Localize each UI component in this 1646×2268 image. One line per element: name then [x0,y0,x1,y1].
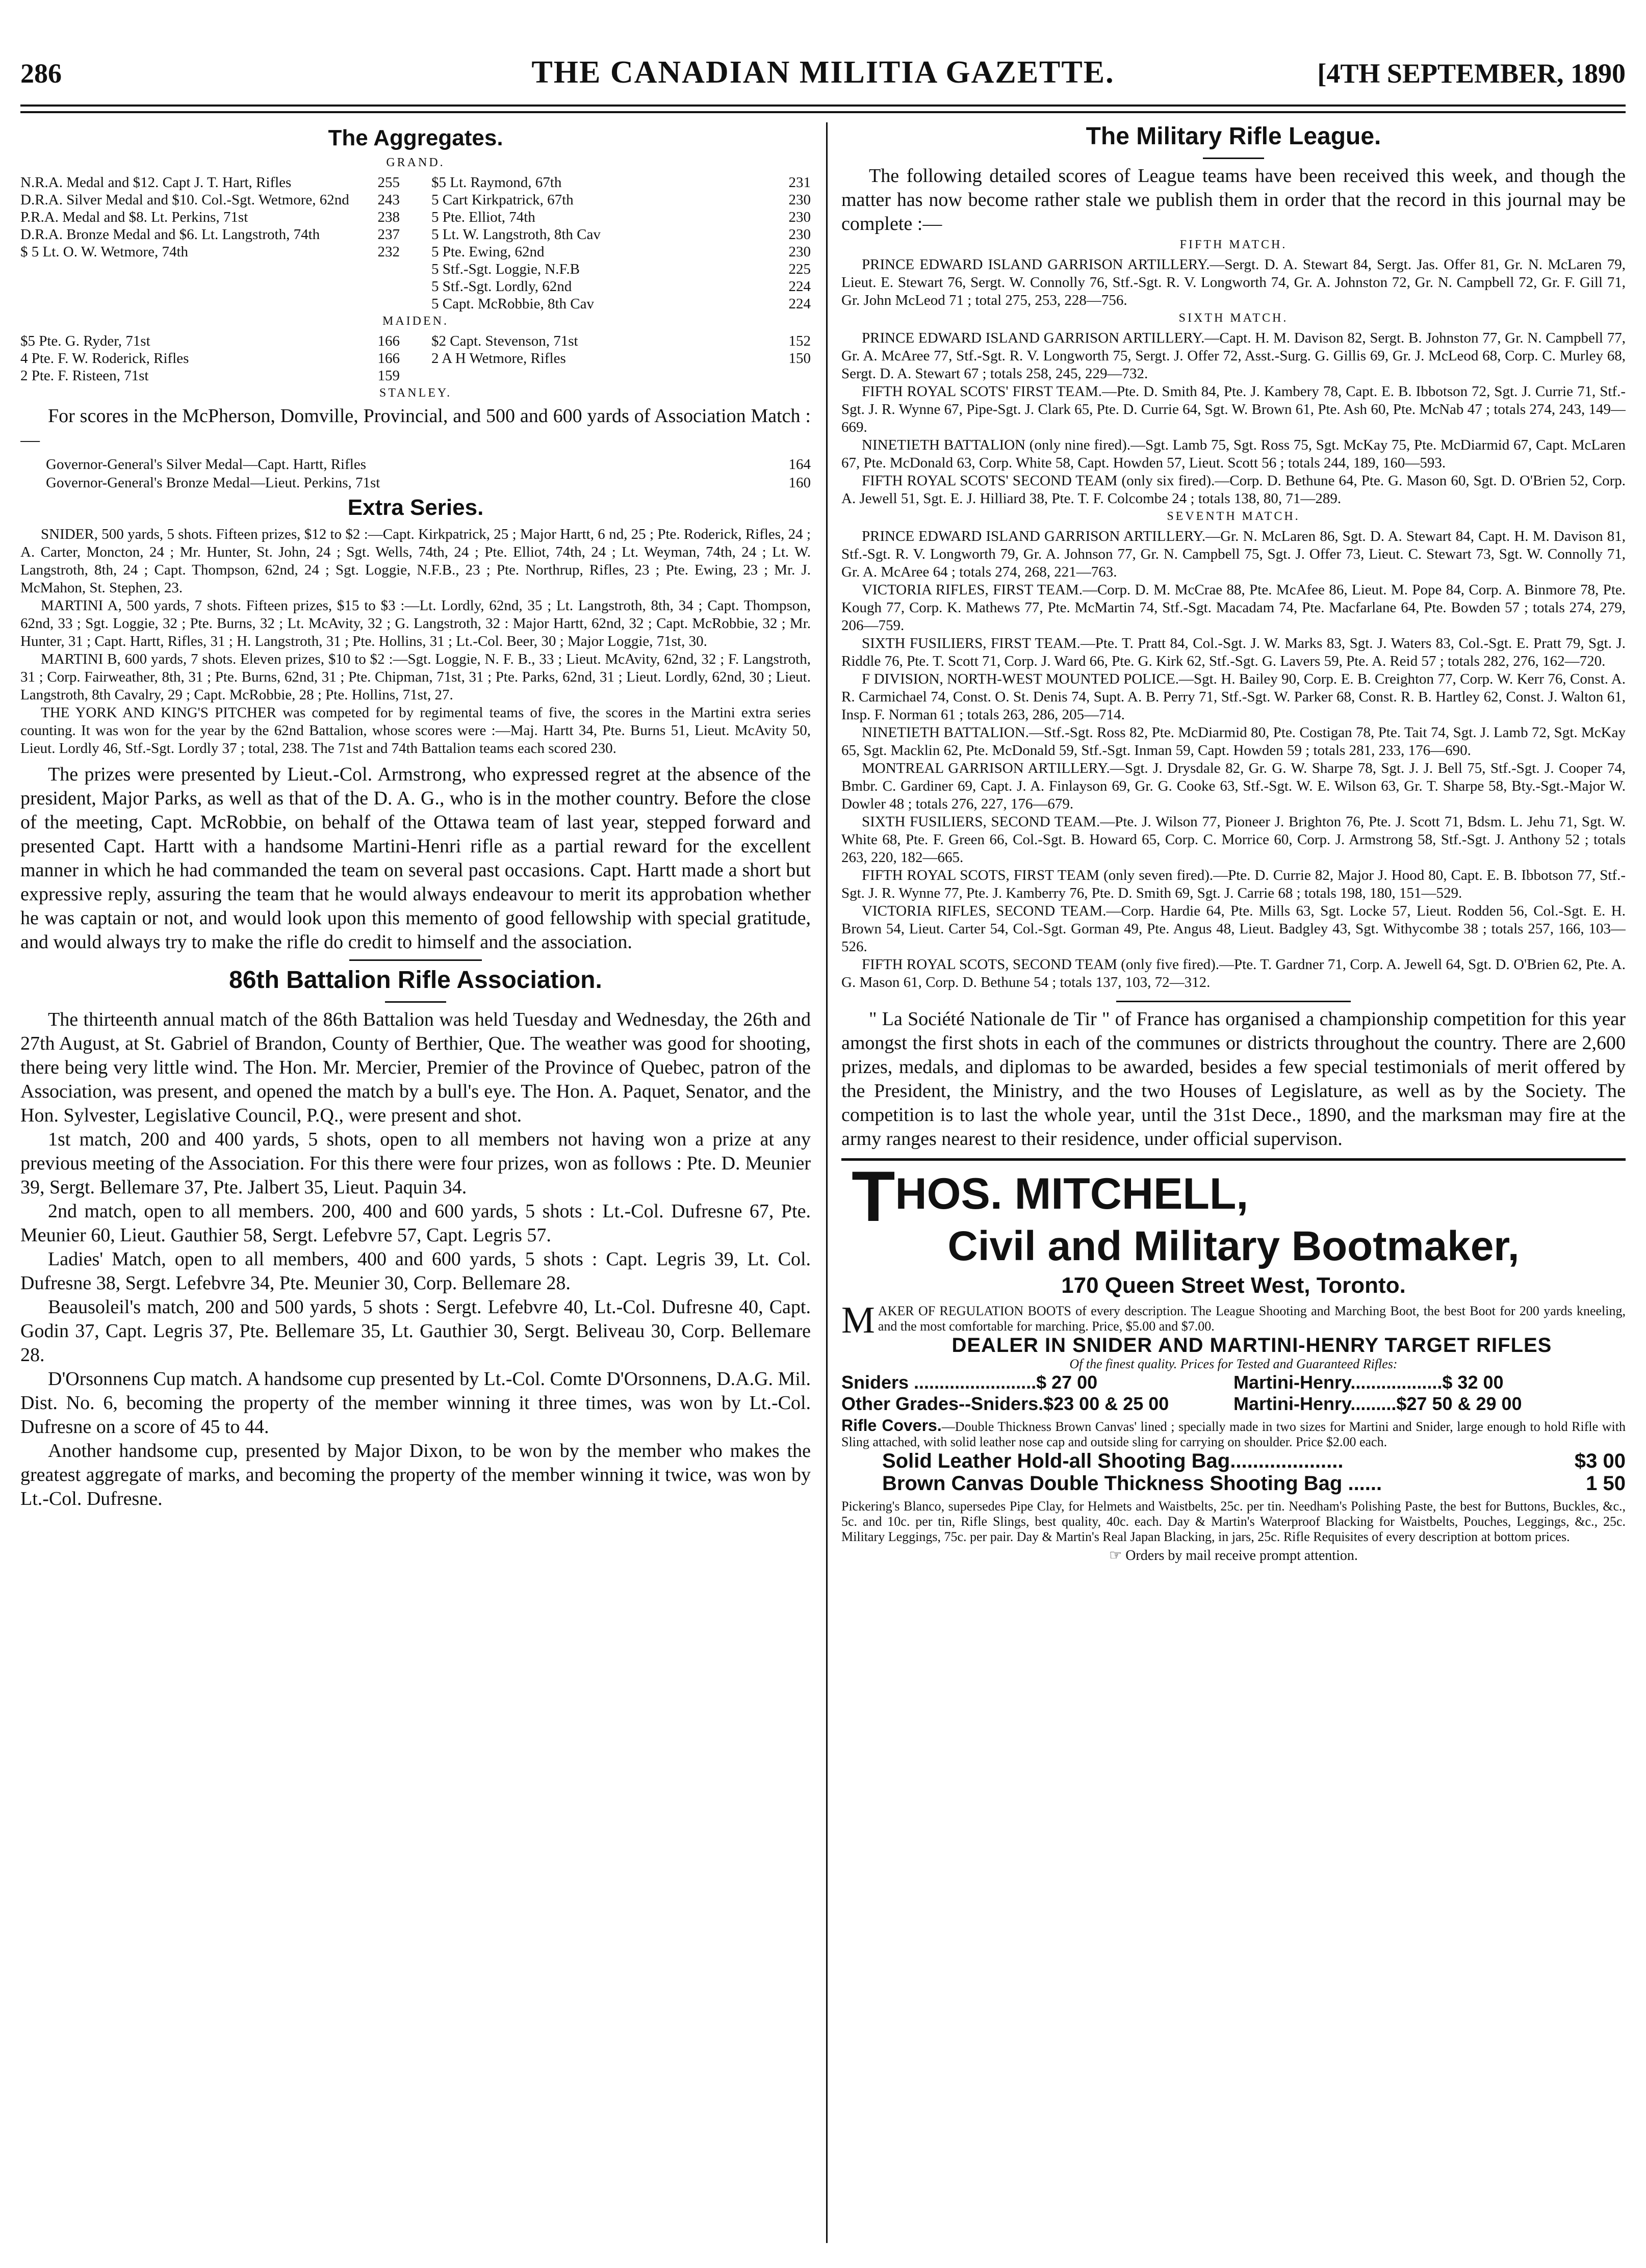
entry-name: $5 Pte. G. Ryder, 71st [20,333,150,349]
left-column [20,122,811,2253]
entry-name: D.R.A. Bronze Medal and $6. Lt. Langstroth, 74th [20,226,320,243]
seventh-match-label: SEVENTH MATCH. [1167,510,1300,523]
ad-bag-row [882,1450,1626,1472]
entry-score: 224 [788,278,811,295]
maiden-row [20,367,400,384]
grand-row [431,174,811,191]
battalion-86-paragraph: 1st match, 200 and 400 yards, 5 shots, open to all members not having won a prize at any previous meeting of the Association. For this there were four prizes, won as follows : Pte. D. Meunier 39, Sergt. Bellemare 37, Pte. Jalbert 35, Lieut. Paquin 34. [20,1129,811,1198]
ad-price-left: Other Grades--Sniders.$23 00 & 25 00 [841,1393,1169,1414]
page-number: 286 [20,58,62,89]
entry-score: 230 [788,192,811,208]
battalion-86-paragraph: Another handsome cup, presented by Major Dixon, to be won by the member who makes the greatest aggregate of marks, and becoming the property of the member winning it twice, was won by Lt.-Col. Dufresne. [20,1440,811,1509]
battalion-86-paragraph: The thirteenth annual match of the 86th Battalion was held Tuesday and Wednesday, the 26th and 27th August, at St. Gabriel of Brandon, County of Berthier, Que. The weather was good for shooting, there being very little wind. The Hon. Mr. Mercier, Premier of the Province of Quebec, patron of the Association, was present, and opened the match by a bull's eye. The Hon. A. Paquet, Senator, and the Hon. Sylvester, Legislative Council, P.Q., were present and shot. [20,1009,811,1126]
stanley-text: For scores in the McPherson, Domville, Provincial, and 500 and 600 yards of Association Match :— [20,405,811,451]
maiden-label: MAIDEN. [382,315,449,328]
team-score-paragraph: PRINCE EDWARD ISLAND GARRISON ARTILLERY.—Capt. H. M. Davison 82, Sergt. B. Johnston 77, Gr. N. Campbell 77, Gr. A. McAree 77, Stf.-Sgt. R. V. Longworth 75, Sergt. J. Offer 72, Asst.-Surg. G. Gillis 69, Gr. J. McLeod 68, Corp. C. Murley 68, Sergt. D. A. Stewart 67 ; totals 258, 245, 229—732. [841,330,1626,382]
entry-score: 238 [377,209,400,225]
entry-name: 2 Pte. F. Risteen, 71st [20,368,149,384]
ad-rifle-covers [841,1418,1626,1450]
ad-price-left: Sniders ........................$ 27 00 [841,1372,1098,1393]
publication-title: THE CANADIAN MILITIA GAZETTE. [531,55,1115,90]
grand-row [20,174,400,191]
team-score-paragraph: PRINCE EDWARD ISLAND GARRISON ARTILLERY.—Sergt. D. A. Stewart 84, Sergt. Jas. Offer 81, Gr. N. McLaren 79, Lieut. E. Stewart 76, Sergt. W. Connolly 76, Stf.-Sgt. R. V. Longworth 74, Gr. A. Johnston 72, Gr. N. Campbell 72, Gr. F. Gill 71, Gr. John McLeod 71 ; total 275, 253, 228—756. [841,256,1626,308]
grand-row [431,260,811,278]
battalion-86-heading: 86th Battalion Rifle Association. [229,967,602,994]
ad-price-row [841,1393,1626,1415]
section-divider [1116,1001,1351,1002]
team-score-paragraph: FIFTH ROYAL SCOTS, SECOND TEAM (only five fired).—Pte. T. Gardner 71, Corp. A. Jewell 64, Sgt. D. O'Brien 62, Pte. A. G. Mason 61, Corp. D. Bethune 54 ; totals 137, 103, 72—312. [841,956,1626,990]
prizes-paragraph: The prizes were presented by Lieut.-Col. Armstrong, who expressed regret at the absence of the president, Major Parks, as well as that of the D. A. G., who is in the mother country. Before the close of the meeting, Capt. McRobbie, on behalf of the Ottawa team of last year, stepped forward and presented Capt. Hartt with a handsome Martini-Henri rifle as a partial reward for the excellent manner in which he had commanded the team on several past occasions. Capt. Hartt made a short but expressive reply, assuring the team that he would always endeavour to merit its approbation whether he was captain or not, and would look upon this memento of good fellowship with special gratitude, and would always try to make the rifle do credit to himself and the association. [20,764,811,953]
extra-series-heading: Extra Series. [347,495,484,520]
battalion-86-paragraph: Beausoleil's match, 200 and 500 yards, 5 shots : Sergt. Lefebvre 40, Lt.-Col. Dufresne 40, Capt. Godin 37, Capt. Legris 37, Pte. Bellemare 35, Lt. Gauthier 30, Sergt. Beliveau 30, Corp. Bellemare 28. [20,1296,811,1366]
ad-maker-initial: M [841,1299,875,1341]
maiden-table [20,332,811,384]
fifth-match-scores [841,256,1626,309]
ad-quality-note: Of the finest quality. Prices for Tested and Guaranteed Rifles: [1069,1357,1398,1371]
maiden-row [431,332,811,350]
entry-score: 166 [377,333,400,349]
ad-price-right: Martini-Henry.........$27 50 & 29 00 [1233,1393,1522,1414]
entry-name: 2 A H Wetmore, Rifles [431,350,566,367]
ad-maker-body: AKER OF REGULATION BOOTS of every description. The League Shooting and Marching Boot, the best Boot for 200 yards kneeling, and the most comfortable for marching. Price, $5.00 and $7.00. [878,1304,1626,1334]
extra-series-paragraph: MARTINI B, 600 yards, 7 shots. Eleven prizes, $10 to $2 :—Sgt. Loggie, N. F. B., 33 ; Lieut. McAvity, 62nd, 32 ; F. Langstroth, 31 ; Corp. Fairweather, 8th, 31 ; Pte. Burns, 62nd, 31 ; Pte. Chipman, 71st, 31 ; Pte. Parks, 62nd, 31 ; Lieut. Lordly, 62nd, 30 ; Lieut. Langstroth, 8th Cavalry, 29 ; Capt. McRobbie, 28 ; Pte. Hollins, 71st, 27. [20,651,811,703]
grand-label: GRAND. [386,156,445,169]
ad-bag-name: Brown Canvas Double Thickness Shooting Bag ...... [882,1472,1382,1495]
ad-title-rest: HOS. MITCHELL, [895,1169,1249,1218]
team-score-paragraph: FIFTH ROYAL SCOTS, FIRST TEAM (only seven fired).—Pte. D. Currie 82, Major J. Hood 80, Capt. E. B. Ibbotson 77, Stf.-Sgt. J. R. Wynne 77, Pte. J. Kamberry 76, Pte. D. Smith 69, Sgt. J. Carrie 68 ; totals 198, 180, 151—529. [841,867,1626,901]
entry-name: $ 5 Lt. O. W. Wetmore, 74th [20,244,188,260]
team-score-paragraph: VICTORIA RIFLES, SECOND TEAM.—Corp. Hardie 64, Pte. Mills 63, Sgt. Locke 57, Lieut. Rodden 56, Col.-Sgt. E. H. Brown 54, Lieut. Carter 54, Col.-Sgt. Gorman 49, Pte. Angus 48, Lieut. Badgley 43, Sgt. Withycombe 38 ; totals 257, 166, 103—526. [841,903,1626,955]
grand-row [20,191,400,208]
stanley-label: STANLEY. [379,386,452,400]
extra-series-paragraph: THE YORK AND KING'S PITCHER was competed for by regimental teams of five, the scores in the Martini extra series counting. It was won for the year by the 62nd Battalion, whose scores were :—Maj. Hartt 34, Pte. Burns 51, Lieut. McAvity 50, Lieut. Lordly 46, Stf.-Sgt. Lordly 37 ; total, 238. The 71st and 74th Battalion teams each scored 230. [20,705,811,757]
ad-rifle-covers-text: —Double Thickness Brown Canvas' lined ; specially made in two sizes for Martini and Snider, large enough to hold Rifle with Sling attached, with solid leather nose cap and outside sling for carrying on shoulder. Price $2.00 each. [841,1419,1626,1449]
right-column [841,122,1626,2253]
ad-bag-price: $3 00 [1574,1450,1626,1472]
entry-name: P.R.A. Medal and $8. Lt. Perkins, 71st [20,209,248,225]
battalion-86-body [20,1008,811,1511]
entry-score: 230 [788,226,811,243]
governor-general-medals [46,455,811,492]
maiden-row [20,332,400,350]
ad-maker-text [841,1299,1626,1341]
maiden-row [431,350,811,367]
grand-row [431,295,811,312]
battalion-86-paragraph: Ladies' Match, open to all members, 400 and 600 yards, 5 shots : Capt. Legris 39, Lt. Col. Dufresne 38, Sergt. Lefebvre 34, Pte. Meunier 30, Corp. Bellemare 28. [20,1248,811,1294]
seventh-match-scores [841,528,1626,992]
team-score-paragraph: FIFTH ROYAL SCOTS' FIRST TEAM.—Pte. D. Smith 84, Pte. J. Kambery 78, Capt. E. B. Ibbotson 72, Sgt. J. Currie 71, Stf.-Sgt. J. R. Wynne 67, Pipe-Sgt. J. Clark 65, Pte. D. Currie 64, Sgt. W. Brown 61, Pte. Ash 60, Pte. McNab 47 ; totals 274, 243, 149—669. [841,383,1626,435]
masthead-rule-bottom [20,111,1626,113]
entry-score: 237 [377,226,400,243]
league-heading: The Military Rifle League. [1086,123,1381,150]
ad-price-right: Martini-Henry..................$ 32 00 [1233,1372,1504,1393]
team-score-paragraph: PRINCE EDWARD ISLAND GARRISON ARTILLERY.—Gr. N. McLaren 86, Sgt. D. A. Stewart 84, Capt. H. M. Davison 81, Stf.-Sgt. R. V. Longworth 79, Gr. A. Johnson 77, Gr. N. Campbell 75, Sgt. J. Offer 73, Lieut. C. Stewart 73, Sgt. W. Connolly 71, Gr. A. McAree 64 ; totals 274, 268, 221—763. [841,528,1626,580]
ad-price-row [841,1372,1626,1393]
grand-row [431,278,811,295]
entry-name: 5 Pte. Ewing, 62nd [431,244,545,260]
entry-name: 5 Pte. Elliot, 74th [431,209,535,225]
entry-name: N.R.A. Medal and $12. Capt J. T. Hart, Rifles [20,174,292,191]
masthead [20,48,1626,105]
entry-name: 4 Pte. F. W. Roderick, Rifles [20,350,189,367]
entry-score: 230 [788,209,811,225]
entry-name: 5 Lt. W. Langstroth, 8th Cav [431,226,601,243]
entry-name: 5 Stf.-Sgt. Lordly, 62nd [431,278,572,295]
mitchell-advertisement [841,1158,1626,1564]
entry-name: 5 Cart Kirkpatrick, 67th [431,192,574,208]
entry-score: 150 [788,350,811,367]
league-intro: The following detailed scores of League teams have been received this week, and though the matter has now become rather stale we publish them in order that the record in this journal may be complete :— [841,165,1626,234]
grand-row [431,243,811,260]
team-score-paragraph: SIXTH FUSILIERS, SECOND TEAM.—Pte. J. Wilson 77, Pioneer J. Brighton 76, Pte. J. Scott 71, Bdsm. L. Jehu 71, Sgt. W. White 68, Pte. F. Green 66, Col.-Sgt. B. Howard 65, Corp. C. Morrice 60, Corp. J. Armstrong 58, Stf.-Sgt. J. Anthony 52 ; totals 263, 220, 182—665. [841,814,1626,866]
entry-score: 225 [788,261,811,277]
team-score-paragraph: NINETIETH BATTALION.—Stf.-Sgt. Ross 82, Pte. McDiarmid 80, Pte. Costigan 78, Pte. Tait 74, Sgt. J. Lamb 72, Sgt. McKay 65, Sgt. Macklin 62, Pte. McDonald 59, Stf.-Sgt. Inman 59, Capt. Howden 59 ; totals 281, 233, 176—690. [841,724,1626,759]
heading-underline [1203,158,1264,159]
ad-dealer-line: DEALER IN SNIDER AND MARTINI-HENRY TARGET RIFLES [951,1334,1552,1357]
grand-row [20,208,400,226]
entry-score: 166 [377,350,400,367]
medal-row [46,474,811,492]
sixth-match-scores [841,329,1626,508]
entry-name: 5 Capt. McRobbie, 8th Cav [431,296,594,312]
column-separator [826,122,828,2243]
entry-score: 159 [377,368,400,384]
ad-orders-line: ☞ Orders by mail receive prompt attention. [1109,1548,1358,1563]
entry-score: 243 [377,192,400,208]
ad-rifle-covers-label: Rifle Covers. [841,1416,942,1435]
maiden-right-list [431,332,811,384]
ad-title [852,1156,1626,1236]
section-divider [349,959,482,961]
ad-bag-name: Solid Leather Hold-all Shooting Bag.................... [882,1450,1344,1472]
grand-row [431,226,811,243]
entry-name: $2 Capt. Stevenson, 71st [431,333,578,349]
masthead-rule-top [20,105,1626,107]
fifth-match-label: FIFTH MATCH. [1179,238,1288,251]
team-score-paragraph: VICTORIA RIFLES, FIRST TEAM.—Corp. D. M. McCrae 88, Pte. McAfee 86, Lieut. M. Pope 84, Corp. A. Binmore 78, Pte. Kough 77, Corp. K. Mathews 77, Pte. McMartin 74, Stf.-Sgt. Macadam 74, Pte. Macfarlane 64, Pte. Bowden 57 ; totals 274, 279, 206—759. [841,582,1626,634]
ad-bag-row [882,1472,1626,1495]
maiden-row [20,350,400,367]
ad-bag-list [841,1450,1626,1495]
entry-score: 255 [377,174,400,191]
entry-name: D.R.A. Silver Medal and $10. Col.-Sgt. Wetmore, 62nd [20,192,349,208]
entry-score: 231 [788,174,811,191]
team-score-paragraph: FIFTH ROYAL SCOTS' SECOND TEAM (only six fired).—Corp. D. Bethune 64, Pte. G. Mason 60, Sgt. D. O'Brien 52, Corp. A. Jewell 51, Sgt. E. J. Hilliard 38, Pte. T. F. Colcombe 24 ; totals 138, 80, 71—289. [841,473,1626,507]
ad-title-initial: T [852,1156,895,1236]
societe-paragraph: " La Société Nationale de Tir " of France has organised a championship competition for this year amongst the first shots in each of the communes or districts throughout the country. There are 2,600 prizes, medals, and diplomas to be awarded, besides a few special testimonials of merit offered by the President, the Ministry, and the two Houses of Legislature, as well as by the Society. The competition is to last the whole year, until the 31st Dece., 1890, and the marksman may fire at the army ranges nearest to their residence, under official supervison. [841,1008,1626,1150]
battalion-86-paragraph: D'Orsonnens Cup match. A handsome cup presented by Lt.-Col. Comte D'Orsonnens, D.A.G. Mil. Dist. No. 6, becoming the property of the member winning it three times, was won by Lt.-Col. Dufresne on a score of 45 to 44. [20,1368,811,1438]
ad-footer-text: Pickering's Blanco, supersedes Pipe Clay, for Helmets and Waistbelts, 25c. per tin. Needham's Polishing Paste, the best for Buttons, Buckles, &c., 5c. and 10c. per tin, Rifle Slings, best quality, 40c. each. Day & Martin's Waterproof Blacking for Waistbelts, Pouches, Leggings, &c., 25c. Military Leggings, 75c. per pair. Day & Martin's Real Japan Blacking, in jars, 25c. Rifle Requisites of every description at bottom prices. [841,1499,1626,1544]
grand-right-list [431,174,811,312]
entry-score: 164 [788,456,811,473]
grand-left-list [20,174,400,312]
grand-row [20,243,400,260]
aggregates-heading: The Aggregates. [328,125,503,150]
team-score-paragraph: F DIVISION, NORTH-WEST MOUNTED POLICE.—Sgt. H. Bailey 90, Corp. E. B. Creighton 77, Corp. W. Kerr 76, Const. A. R. Carmichael 74, Const. O. St. Denis 74, Supt. A. B. Perry 71, Stf.-Sgt. W. Parker 68, Const. R. B. Hartley 62, Const. J. Walton 61, Insp. F. Norman 61 ; totals 263, 286, 205—714. [841,671,1626,723]
entry-score: 152 [788,333,811,349]
issue-date: [4TH SEPTEMBER, 1890 [1317,58,1626,89]
entry-name: Governor-General's Silver Medal—Capt. Hartt, Rifles [46,456,366,473]
ad-subtitle: Civil and Military Bootmaker, [947,1223,1520,1269]
extra-series-body [20,526,811,758]
extra-series-paragraph: SNIDER, 500 yards, 5 shots. Fifteen prizes, $12 to $2 :—Capt. Kirkpatrick, 25 ; Major Hartt, 6 nd, 25 ; Pte. Roderick, Rifles, 24 ; A. Carter, Moncton, 24 ; Mr. Hunter, St. John, 24 ; Sgt. Wells, 74th, 24 ; Pte. Elliot, 74th, 24 ; Lt. Weyman, 74th, 24 ; Lt. W. Langstroth, 8th, 24 ; Capt. Thompson, 62nd, 24 ; Sgt. Loggie, N.F.B., 23 ; Pte. Northrup, Rifles, 23 ; Pte. Ewing, 23 ; Mr. J. McMahon, St. Stephen, 23. [20,526,811,596]
medal-row [46,455,811,474]
ad-bag-price: 1 50 [1586,1472,1626,1495]
ad-price-list [841,1372,1626,1415]
battalion-86-paragraph: 2nd match, open to all members. 200, 400 and 600 yards, 5 shots : Lt.-Col. Dufresne 67, Pte. Meunier 60, Lieut. Gauthier 58, Sergt. Lefebvre 57, Capt. Legris 57. [20,1201,811,1246]
entry-score: 160 [788,475,811,491]
entry-name: $5 Lt. Raymond, 67th [431,174,562,191]
grand-table [20,174,811,312]
grand-row [431,191,811,208]
entry-score: 224 [788,296,811,312]
entry-score: 232 [377,244,400,260]
heading-underline [385,1001,446,1003]
team-score-paragraph: SIXTH FUSILIERS, FIRST TEAM.—Pte. T. Pratt 84, Col.-Sgt. J. W. Marks 83, Sgt. J. Waters 83, Col.-Sgt. E. Pratt 79, Sgt. J. Riddle 76, Pte. T. Scott 71, Corp. J. Ward 66, Pte. G. Kirk 62, Stf.-Sgt. G. Lavers 59, Pte. A. Reid 57 ; totals 282, 276, 162—720. [841,635,1626,669]
ad-address: 170 Queen Street West, Toronto. [1061,1273,1406,1298]
team-score-paragraph: NINETIETH BATTALION (only nine fired).—Sgt. Lamb 75, Sgt. Ross 75, Sgt. McKay 75, Pte. McDiarmid 67, Capt. McLaren 67, Pte. McDonald 63, Corp. White 58, Capt. Howden 57, Lieut. Scott 56 ; totals 244, 189, 160—593. [841,437,1626,471]
team-score-paragraph: MONTREAL GARRISON ARTILLERY.—Sgt. J. Drysdale 82, Gr. G. W. Sharpe 78, Sgt. J. J. Bell 75, Stf.-Sgt. J. Cooper 74, Bmbr. C. Gardiner 69, Capt. J. A. Finlayson 69, Gr. G. Cooke 63, Stf.-Sgt. W. E. Wilson 63, Gr. T. Sharpe 58, Bty.-Sgt.-Major W. Dowler 48 ; totals 276, 227, 176—679. [841,760,1626,812]
extra-series-paragraph: MARTINI A, 500 yards, 7 shots. Fifteen prizes, $15 to $3 :—Lt. Lordly, 62nd, 35 ; Lt. Langstroth, 8th, 34 ; Capt. Thompson, 62nd, 33 ; Sgt. Loggie, 32 ; Pte. Burns, 32 ; Lt. McAvity, 32 ; G. Langstroth, 32 : Major Hartt, 62nd, 32 ; Capt. McRobbie, 32 ; Mr. Hunter, 31 ; Capt. Hartt, Rifles, 31 ; H. Langstroth, 31 ; Pte. Hollins, 31 ; Lt.-Col. Beer, 30 ; Major Loggie, 71st, 30. [20,597,811,649]
entry-name: 5 Stf.-Sgt. Loggie, N.F.B [431,261,580,277]
grand-row [431,208,811,226]
maiden-left-list [20,332,400,384]
entry-score: 230 [788,244,811,260]
grand-row [20,226,400,243]
entry-name: Governor-General's Bronze Medal—Lieut. Perkins, 71st [46,475,380,491]
sixth-match-label: SIXTH MATCH. [1178,311,1289,325]
